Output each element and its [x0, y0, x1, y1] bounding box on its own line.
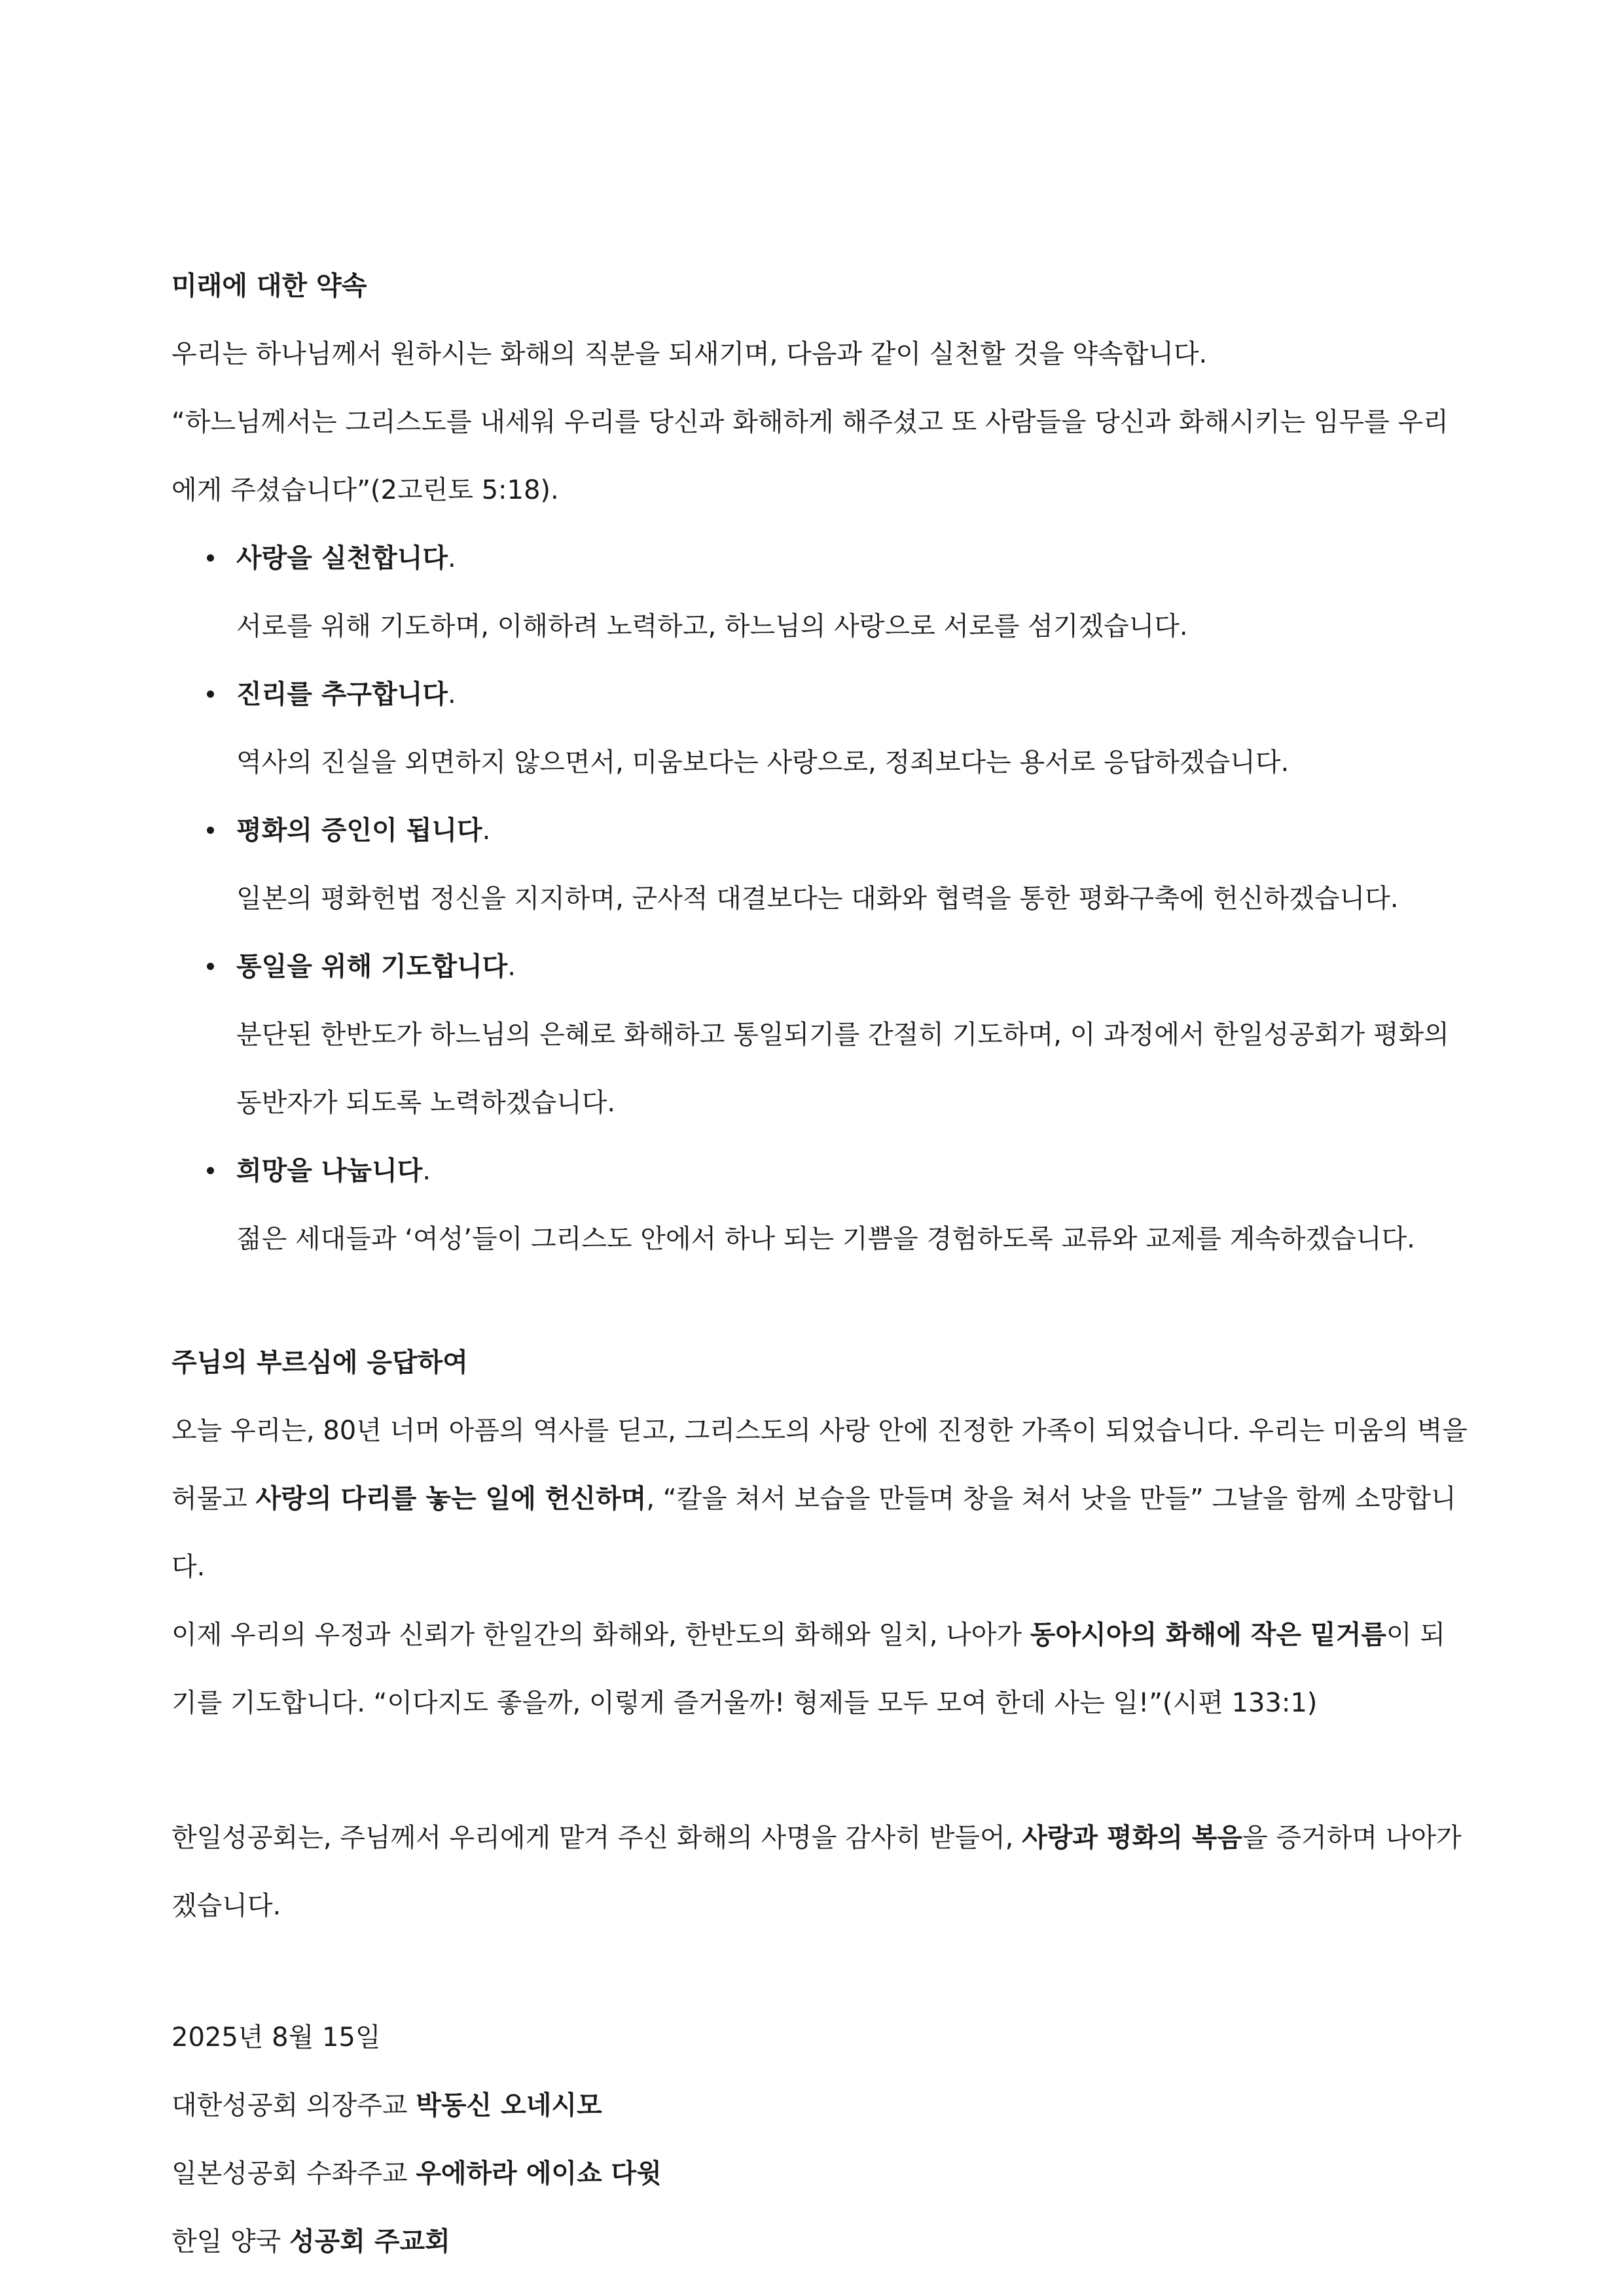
commitment-body: 일본의 평화헌법 정신을 지지하며, 군사적 대결보다는 대화와 협력을 통한 평화구축에 헌신하겠습니다. — [236, 884, 1399, 914]
commitment-title-period: . — [422, 1156, 431, 1186]
section-spacer — [171, 1737, 1468, 1804]
commitment-title-period: . — [507, 952, 516, 982]
signature-line-korea — [171, 2072, 1468, 2140]
paragraph-text: 을 증거하며 나아가겠습니다. — [171, 1823, 1462, 1921]
commitment-title-period: . — [482, 816, 491, 846]
commitment-item — [171, 1137, 1468, 1273]
signature-line-joint — [171, 2208, 1468, 2276]
section2-paragraph-2 — [171, 1601, 1468, 1737]
commitment-body: 역사의 진실을 외면하지 않으면서, 미움보다는 사랑으로, 정죄보다는 용서로 응답하겠습니다. — [236, 747, 1290, 778]
paragraph-text: 한일성공회는, 주님께서 우리에게 맡겨 주신 화해의 사명을 감사히 받들어, — [171, 1823, 1022, 1853]
commitment-body: 젊은 세대들과 ‘여성’들이 그리스도 안에서 하나 되는 기쁨을 경험하도록 교류와 교제를 계속하겠습니다. — [236, 1224, 1415, 1254]
commitment-body: 서로를 위해 기도하며, 이해하려 노력하고, 하느님의 사랑으로 서로를 섬기겠습니다. — [236, 611, 1188, 641]
paragraph-text: 이 되기를 기도합니다. “이다지도 좋을까, 이렇게 즐거울까! 형제들 모두 모여 한데 사는 일!”(시편 133:1) — [171, 1620, 1445, 1718]
scripture-quote: “하느님께서는 그리스도를 내세워 우리를 당신과 화해하게 해주셨고 또 사람들을 당신과 화해시키는 임무를 우리에게 주셨습니다”(2고린토 5:18). — [171, 407, 1449, 505]
commitment-body: 분단된 한반도가 하느님의 은혜로 화해하고 통일되기를 간절히 기도하며, 이 과정에서 한일성공회가 평화의 동반자가 되도록 노력하겠습니다. — [236, 1020, 1449, 1118]
section-heading-future-promise: 미래에 대한 약속 — [171, 271, 367, 301]
commitment-item — [171, 797, 1468, 933]
commitment-title: 사랑을 실천합니다 — [236, 543, 448, 573]
section-spacer — [171, 1273, 1468, 1329]
document-page — [171, 252, 1468, 2276]
commitment-title: 평화의 증인이 됩니다 — [236, 816, 482, 846]
paragraph-emphasis: 사랑과 평화의 복음 — [1022, 1823, 1243, 1853]
commitment-item — [171, 524, 1468, 660]
section-heading-response: 주님의 부르심에 응답하여 — [171, 1348, 468, 1378]
commitment-title: 희망을 나눕니다 — [236, 1156, 423, 1186]
paragraph-emphasis: 동아시아의 화해에 작은 밑거름 — [1030, 1620, 1386, 1650]
signature-name: 박동신 오네시모 — [416, 2090, 602, 2121]
signature-title: 한일 양국 — [171, 2227, 289, 2257]
paragraph-text: 오늘 우리는, 80년 너머 아픔의 역사를 딛고, 그리스도의 사랑 안에 진정한 가족이 되었습니다. 우리는 미움의 벽을 허물고 — [171, 1416, 1468, 1514]
signature-name: 우에하라 에이쇼 다윗 — [416, 2159, 662, 2189]
commitment-title: 진리를 추구합니다 — [236, 679, 448, 709]
section1-intro: 우리는 하나님께서 원하시는 화해의 직분을 되새기며, 다음과 같이 실천할 것을 약속합니다. — [171, 339, 1208, 369]
commitment-list — [171, 524, 1468, 1273]
paragraph-text: 이제 우리의 우정과 신뢰가 한일간의 화해와, 한반도의 화해와 일치, 나아가 — [171, 1620, 1030, 1650]
commitment-item — [171, 660, 1468, 797]
paragraph-emphasis: 사랑의 다리를 놓는 일에 헌신하며 — [255, 1484, 647, 1514]
commitment-title-period: . — [448, 543, 456, 573]
commitment-item — [171, 933, 1468, 1137]
paragraph-text: , “칼을 쳐서 보습을 만들며 창을 쳐서 낫을 만들” 그날을 함께 소망합니다. — [171, 1484, 1456, 1582]
signature-title: 대한성공회 의장주교 — [171, 2090, 416, 2121]
signature-name: 성공회 주교회 — [289, 2227, 450, 2257]
section2-paragraph-1 — [171, 1397, 1468, 1601]
signature-line-japan — [171, 2140, 1468, 2208]
commitment-title-period: . — [448, 679, 456, 709]
closing-paragraph — [171, 1804, 1468, 1940]
section-spacer — [171, 1940, 1468, 2003]
signature-title: 일본성공회 수좌주교 — [171, 2159, 416, 2189]
commitment-title: 통일을 위해 기도합니다 — [236, 952, 508, 982]
signature-date: 2025년 8월 15일 — [171, 2022, 381, 2053]
